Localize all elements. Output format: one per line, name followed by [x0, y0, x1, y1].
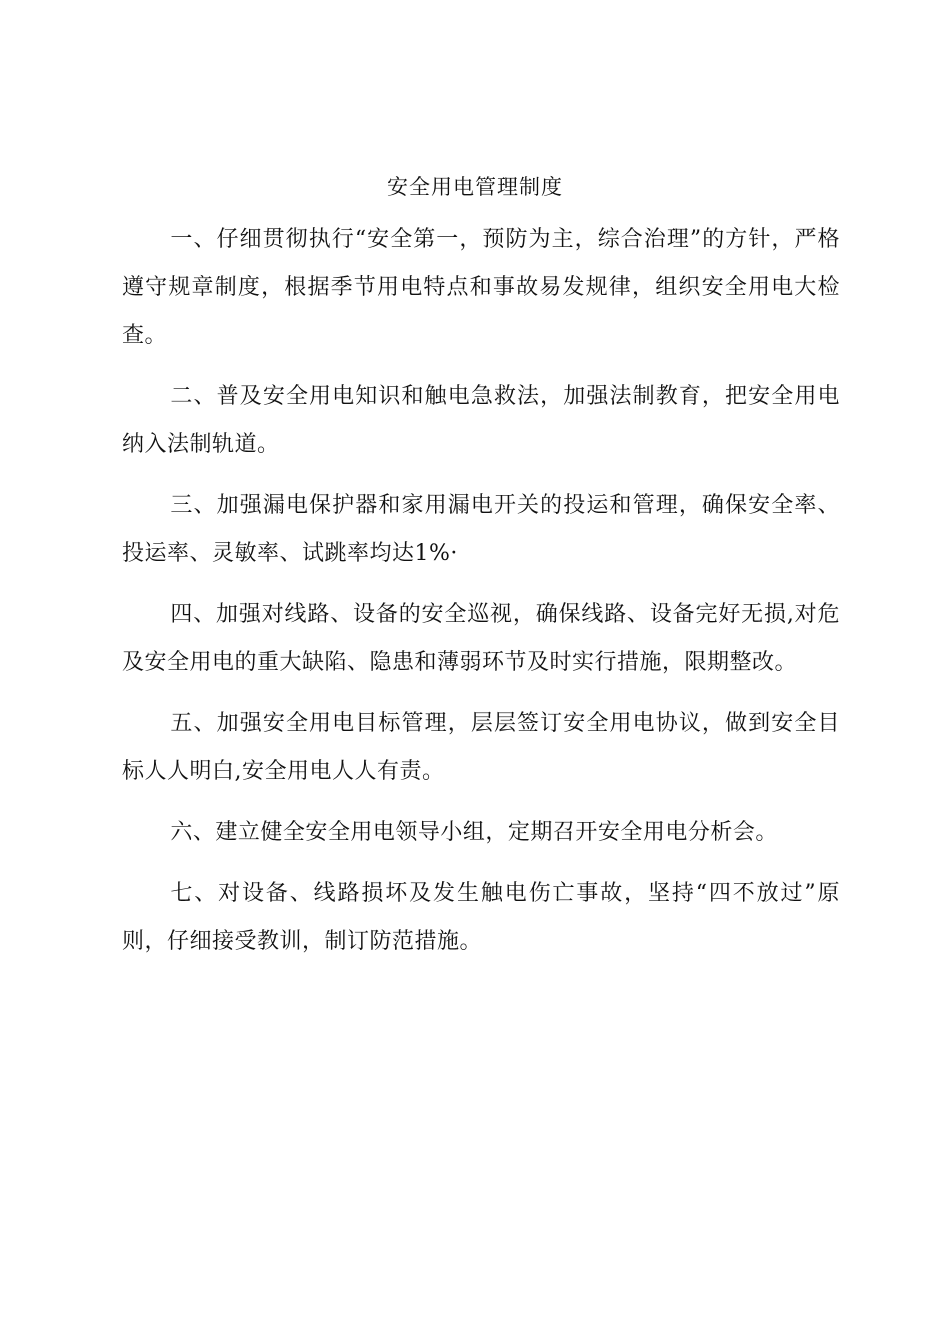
paragraph-4: 四、加强对线路、设备的安全巡视，确保线路、设备完好无损,对危及安全用电的重大缺陷、隐患和薄弱环节及时实行措施，限期整改。: [122, 602, 840, 675]
paragraph-1: 一、仔细贯彻执行“安全第一，预防为主，综合治理”的方针，严格遵守规章制度，根据季节用电特点和事故易发规律，组织安全用电大检查。: [122, 227, 840, 348]
paragraph-3: 三、加强漏电保护器和家用漏电开关的投运和管理，确保安全率、投运率、灵敏率、试跳率均达1%·: [122, 493, 840, 566]
paragraph-5: 五、加强安全用电目标管理，层层签订安全用电协议，做到安全目标人人明白,安全用电人人有责。: [122, 711, 840, 784]
paragraph-6: 六、建立健全安全用电领导小组，定期召开安全用电分析会。: [170, 820, 778, 845]
document-body: [122, 216, 840, 979]
paragraph-2: 二、普及安全用电知识和触电急救法，加强法制教育，把安全用电纳入法制轨道。: [122, 384, 840, 457]
paragraph-7: 七、对设备、线路损坏及发生触电伤亡事故，坚持“四不放过”原则，仔细接受教训，制订防范措施。: [122, 881, 840, 954]
document-title: 安全用电管理制度: [387, 175, 563, 199]
